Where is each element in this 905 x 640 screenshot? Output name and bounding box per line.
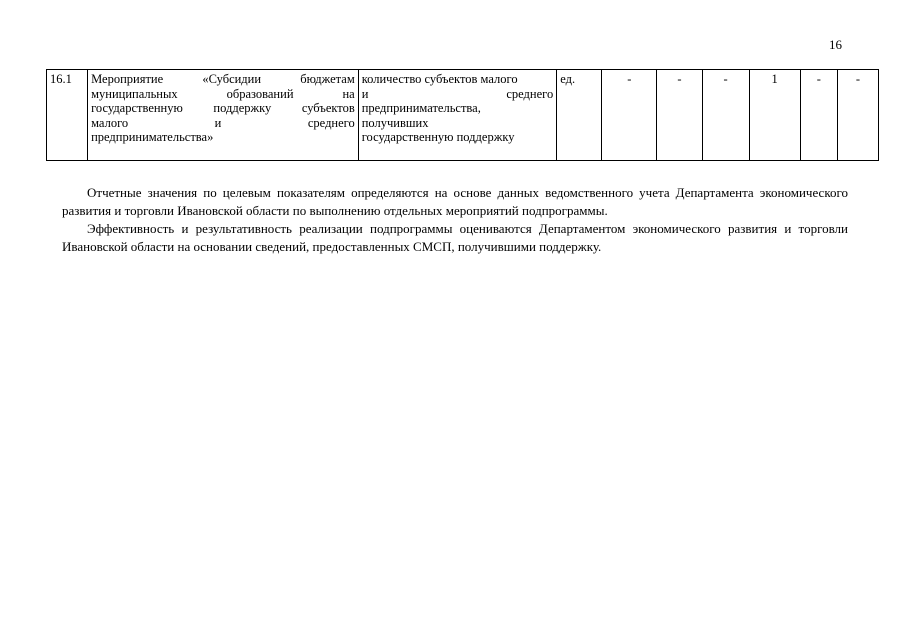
page-number: 16 xyxy=(829,37,842,52)
value-cell: - xyxy=(800,70,837,161)
table-row xyxy=(47,70,879,161)
indicator-cell xyxy=(358,70,556,161)
unit-cell: ед. xyxy=(557,70,602,161)
event-name-line: предпринимательства» xyxy=(91,130,214,144)
value-cell: - xyxy=(702,70,749,161)
event-name-line: Мероприятие «Субсидии бюджетам xyxy=(91,72,355,86)
indicator-line: государственную поддержку xyxy=(361,130,515,144)
indicator-line: предпринимательства, xyxy=(361,101,481,115)
event-name-line: муниципальных образований на xyxy=(91,86,355,101)
event-name-line: государственную поддержку субъектов xyxy=(91,101,355,115)
indicator-line: получивших xyxy=(361,115,429,130)
indicator-line: и среднего xyxy=(361,86,554,101)
paragraph: Эффективность и результативность реализации подпрограммы оцениваются Департаментом экономического развития и торговли Ивановской области на основании сведений, предоставленных СМСП, получившими поддержку. xyxy=(62,221,848,254)
body-text xyxy=(62,184,848,256)
event-name-cell xyxy=(88,70,359,161)
value-cell: - xyxy=(657,70,702,161)
row-number-cell: 16.1 xyxy=(47,70,88,161)
event-name-line: малого и среднего xyxy=(91,115,355,130)
value-cell: - xyxy=(602,70,657,161)
indicator-line: количество субъектов малого xyxy=(361,72,518,86)
value-cell: - xyxy=(837,70,878,161)
indicators-table xyxy=(46,69,879,161)
paragraph: Отчетные значения по целевым показателям определяются на основе данных ведомственного учета Департамента экономического развития и торговли Ивановской области по выполнению отдельных мероприятий подпрограммы. xyxy=(62,185,848,218)
value-cell: 1 xyxy=(749,70,800,161)
